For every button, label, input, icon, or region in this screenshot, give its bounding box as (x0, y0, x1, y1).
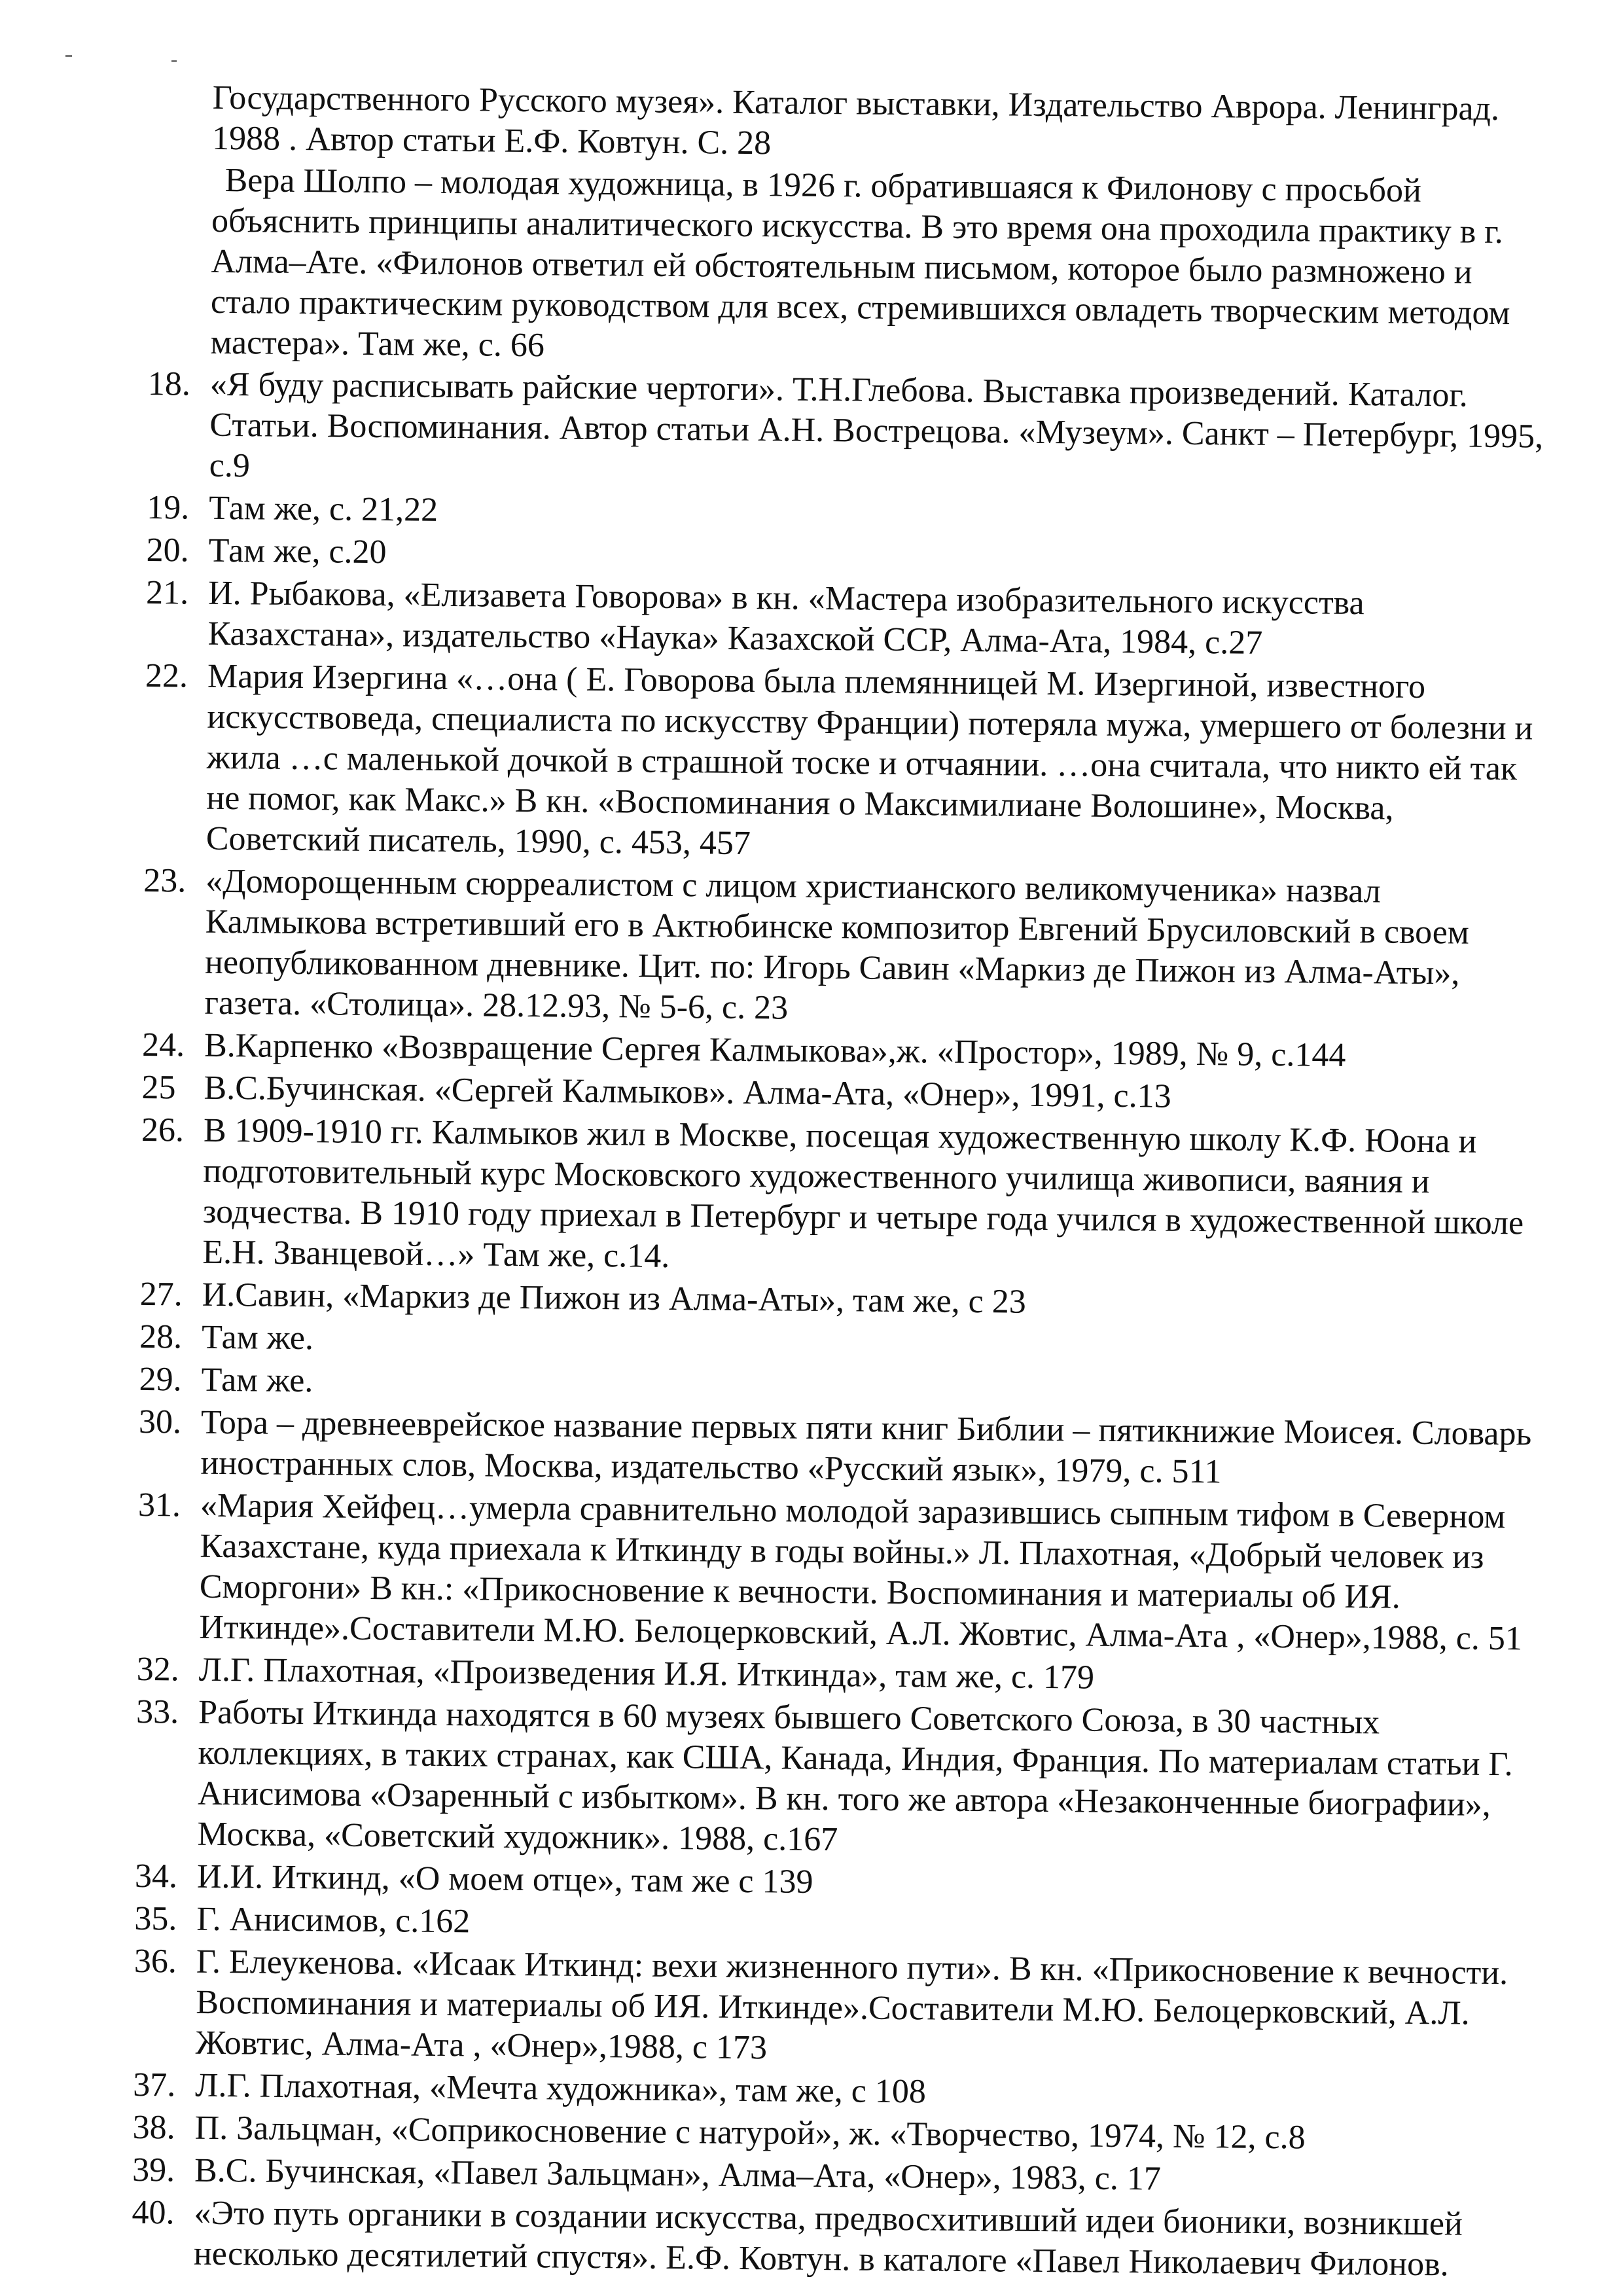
endnote-text: Там же. (201, 1318, 314, 1357)
endnote-text: Там же, с. 21,22 (209, 489, 438, 529)
scan-specks (65, 46, 196, 72)
scan-speck (171, 60, 177, 62)
endnote-number: 25 (141, 1068, 176, 1107)
endnote-text: Там же, с.20 (208, 531, 387, 571)
endnote-number: 24. (141, 1026, 185, 1064)
endnote-text: В 1909-1910 гг. Калмыков жил в Москве, посещая художественную школу К.Ф. Юона и подготовительный курс Московского художественного училища живописи, ваяния и зодчества. В 1910 году приехал в Петербург и четыре года учился в художественной школе Е.Н. Званцевой…» Там же, с.14. (202, 1111, 1524, 1275)
continuation-paragraph: Государственного Русского музея». Каталог выставки, Издательство Аврора. Ленинград. 1988 . Автор статьи Е.Ф. Ковтун. С. 28 (211, 79, 1500, 162)
endnote-36 (134, 1941, 1535, 2075)
endnote-number: 31. (137, 1486, 181, 1524)
endnote-text: «Мария Хейфец…умерла сравнительно молодой заразившись сыпным тифом в Северном Казахстане, куда приехала к Иткинду в годы войны.» Л. Плахотная, «Добрый человек из Сморгони» В кн.: «Прикосновение к вечности. Воспоминания и материалы об ИЯ. Иткинде».Составители М.Ю. Белоцерковский, А.Л. Жовтис, Алма-Ата , «Онер»,1988, с. 51 (199, 1486, 1523, 1658)
endnote-text: «Я буду расписывать райские чертоги». Т.Н.Глебова. Выставка произведений. Каталог. Статьи. Воспоминания. Автор статьи А.Н. Вострецова. «Музеум». Санкт – Петербург, 1995, с.9 (209, 365, 1544, 485)
endnote-31 (137, 1485, 1539, 1660)
endnote-text: «Доморощенным сюрреалистом с лицом христианского великомученика» назвал Калмыкова встретивший его в Актюбинске композитор Евгений Брусиловский в своем неопубликованном дневнике. Цит. по: Игорь Савин «Маркиз де Пижон из Алма-Аты», газета. «Столица». 28.12.93, № 5-6, с. 23 (204, 862, 1470, 1027)
endnote-33 (135, 1692, 1537, 1867)
endnote-number: 27. (139, 1275, 183, 1314)
endnote-number: 38. (132, 2108, 175, 2147)
endnote-number: 21. (145, 573, 189, 612)
endnote-30 (138, 1402, 1539, 1496)
endnote-number: 36. (134, 1942, 177, 1981)
continuation-block (210, 78, 1551, 375)
endnote-text: Г. Елеукенова. «Исаак Иткинд: вехи жизненного пути». В кн. «Прикосновение к вечности. Воспоминания и материалы об ИЯ. Иткинде».Составители М.Ю. Белоцерковский, А.Л. Жовтис, Алма-Ата , «Онер»,1988, с 173 (195, 1943, 1508, 2067)
endnote-number: 30. (138, 1403, 182, 1441)
endnote-26 (140, 1110, 1542, 1285)
endnote-text: Л.Г. Плахотная, «Произведения И.Я. Иткинда», там же, с. 179 (198, 1651, 1095, 1696)
endnote-number: 19. (147, 488, 190, 527)
endnote-40 (132, 2193, 1533, 2286)
endnote-text: Мария Изергина «…она ( Е. Говорова была племянницей М. Изергиной, известного искусствоведа, специалиста по искусству Франции) потеряла мужа, умершего от болезни и жила …с маленькой дочкой в страшной тоске и отчаянии. …она считала, что никто ей так не помог, как Макс.» В кн. «Воспоминания о Максимилиане Волошине», Москва, Советский писатель, 1990, с. 453, 457 (205, 657, 1533, 863)
endnote-text: Л.Г. Плахотная, «Мечта художника», там же, с 108 (194, 2066, 927, 2111)
endnote-number: 33. (135, 1693, 179, 1731)
endnote-number: 18. (147, 365, 191, 403)
endnote-23 (142, 861, 1544, 1035)
endnote-text: И.И. Иткинд, «О моем отце», там же с 139 (196, 1857, 813, 1901)
endnote-21 (145, 573, 1546, 666)
continuation-paragraph: Вера Шолпо – молодая художница, в 1926 г. обратившаяся к Филонову с просьбой объяснить принципы аналитического искусства. В это время она проходила практику в г. Алма–Ате. «Филонов ответил ей обстоятельным письмом, которое было размножено и стало практическим руководством для всех, стремившихся овладеть творческим методом мастера». Там же, с. 66 (210, 161, 1510, 365)
endnote-18 (147, 364, 1549, 498)
endnote-number: 28. (139, 1318, 183, 1356)
endnote-number: 40. (132, 2193, 175, 2232)
endnote-text: Там же. (201, 1361, 313, 1400)
endnote-text: П. Зальцман, «Соприкосновение с натурой», ж. «Творчество, 1974, № 12, с.8 (194, 2109, 1306, 2157)
endnote-number: 20. (146, 531, 189, 569)
endnote-text: И. Рыбакова, «Елизавета Говорова» в кн. «Мастера изобразительного искусства Казахстана», издательство «Наука» Казахской ССР, Алма-Ата, 1984, с.27 (207, 574, 1364, 662)
endnote-number: 34. (134, 1857, 178, 1895)
endnotes (132, 77, 1551, 2288)
endnote-number: 39. (132, 2151, 175, 2189)
endnote-text: В.Карпенко «Возвращение Сергея Калмыкова»,ж. «Простор», 1989, № 9, с.144 (204, 1026, 1346, 1074)
endnote-text: Тора – древнееврейское название первых пяти книг Библии – пятикнижие Моисея. Словарь иностранных слов, Москва, издательство «Русский язык», 1979, с. 511 (200, 1403, 1532, 1491)
endnote-number: 32. (136, 1650, 180, 1689)
endnote-number: 35. (134, 1899, 177, 1938)
endnote-text: В.С. Бучинская, «Павел Зальцман», Алма–Ата, «Онер», 1983, с. 17 (194, 2151, 1162, 2198)
endnote-text: Работы Иткинда находятся в 60 музеях бывшего Советского Союза, в 30 частных коллекциях, в таких странах, как США, Канада, Индия, Франция. По материалам статьи Г. Анисимова «Озаренный с избытком». В кн. того же автора «Незаконченные биографии», Москва, «Советский художник». 1988, с.167 (197, 1693, 1513, 1859)
endnote-number: 23. (143, 861, 187, 900)
endnote-text: В.С.Бучинская. «Сергей Калмыков». Алма-Ата, «Онер», 1991, с.13 (204, 1069, 1171, 1115)
endnote-22 (144, 656, 1546, 871)
endnote-number: 22. (145, 656, 188, 695)
endnote-text: И.Савин, «Маркиз де Пижон из Алма-Аты», там же, с 23 (202, 1276, 1027, 1321)
endnote-number: 37. (132, 2066, 176, 2104)
endnote-text: Г. Анисимов, с.162 (196, 1900, 471, 1941)
endnote-number: 29. (139, 1360, 182, 1399)
endnote-text: «Это путь органики в создании искусства, предвосхитивший идеи бионики, возникшей несколько десятилетий спустя». Е.Ф. Ковтун. в каталоге «Павел Николаевич Филонов. (193, 2194, 1463, 2284)
scan-speck (65, 55, 72, 57)
endnote-number: 26. (141, 1111, 185, 1149)
